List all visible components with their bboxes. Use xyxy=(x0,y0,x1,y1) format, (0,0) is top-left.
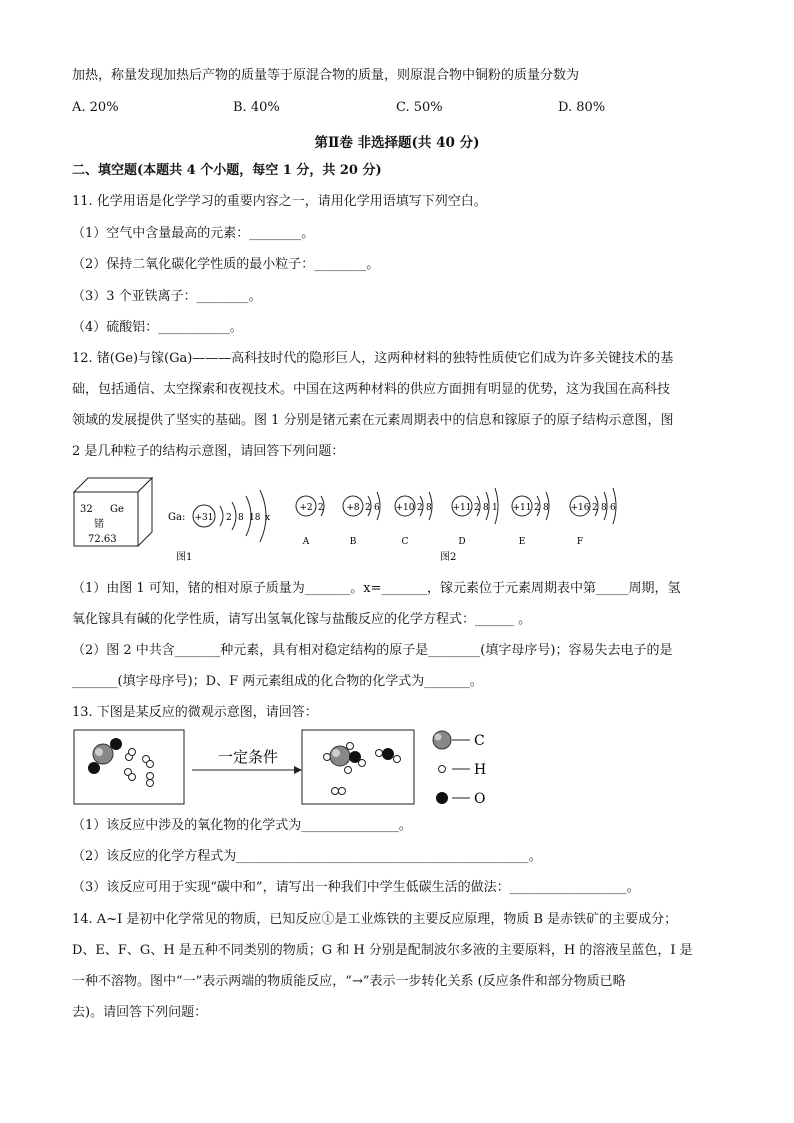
atomic-number: 32 xyxy=(80,504,93,515)
nucleus-charge: +2 xyxy=(299,503,313,513)
shell-electrons: 6 xyxy=(374,503,380,513)
shell-electrons: 8 xyxy=(238,513,244,523)
question-13-2: （2）该反应的化学方程式为_____________________________________________。 xyxy=(72,849,542,864)
particle-a xyxy=(296,496,324,547)
particle-letter: A xyxy=(302,537,310,547)
shell-electrons: 2 xyxy=(226,513,232,523)
option-c: C. 50% xyxy=(396,100,443,115)
question-14-line: 一种不溶物。图中“一”表示两端的物质能反应，“→”表示一步转化关系 (反应条件和部分物质已略 xyxy=(72,974,626,989)
particle-b xyxy=(343,492,380,547)
shell-electrons: 2 xyxy=(365,503,371,513)
condition-label: 一定条件 xyxy=(217,748,279,766)
particle-c xyxy=(395,492,432,547)
question-12-1: 氧化镓具有碱的化学性质，请写出氢氧化镓与盐酸反应的化学方程式：______ 。 xyxy=(72,612,532,627)
nucleus-charge: +11 xyxy=(512,503,532,513)
legend-oxygen xyxy=(436,791,485,807)
element-name: 锗 xyxy=(94,519,104,530)
particle-letter: B xyxy=(349,537,357,547)
nucleus-charge: +10 xyxy=(395,503,415,513)
question-12-1: （1）由图 1 可知，锗的相对原子质量为_______。x=_______，镓元素位于元素周期表中第_____周期，氢 xyxy=(72,581,681,596)
atomic-mass: 72.63 xyxy=(88,534,117,545)
text-line: 加热，称量发现加热后产物的质量等于原混合物的质量，则原混合物中铜粉的质量分数为 xyxy=(72,68,580,83)
shell-electrons: 2 xyxy=(592,503,598,513)
shell-electrons: 8 xyxy=(483,503,489,513)
question-13: 13. 下图是某反应的微观示意图，请回答： xyxy=(72,705,318,720)
part-heading: 二、填空题(本题共 4 个小题，每空 1 分，共 20 分) xyxy=(72,163,382,178)
ga-label: Ga: xyxy=(168,512,186,523)
question-12-2: _______(填字母序号)；D、F 两元素组成的化合物的化学式为_______。 xyxy=(72,674,483,689)
particle-d xyxy=(452,488,498,547)
shell-electrons: 2 xyxy=(534,503,540,513)
particle-letter: D xyxy=(458,537,466,547)
question-12-line: 12. 锗(Ge)与镓(Ga)———高科技时代的隐形巨人，这两种材料的独特性质使它们成为许多关键技术的基 xyxy=(72,351,674,366)
option-a: A. 20% xyxy=(72,100,119,115)
question-13-3: （3）该反应可用于实现“碳中和”，请写出一种我们中学生低碳生活的做法：__________________。 xyxy=(72,880,640,895)
legend-carbon xyxy=(433,731,485,749)
section-title: 第Ⅱ卷 非选择题(共 40 分) xyxy=(314,135,480,151)
question-12-line: 2 是几种粒子的结构示意图，请回答下列问题： xyxy=(72,444,345,459)
shell-electrons: 18 xyxy=(249,513,261,523)
particle-letter: E xyxy=(518,537,526,547)
shell-electrons: 1 xyxy=(492,503,498,513)
option-b: B. 40% xyxy=(233,100,280,115)
reaction-diagram xyxy=(70,726,500,810)
nucleus-charge: +8 xyxy=(346,503,360,513)
legend-hydrogen xyxy=(439,762,487,778)
question-11-1: （1）空气中含量最高的元素：________。 xyxy=(72,226,315,241)
question-13-1: （1）该反应中涉及的氧化物的化学式为_______________。 xyxy=(72,818,412,833)
legend-c-label: C xyxy=(474,733,485,749)
question-12-line: 础，包括通信、太空探索和夜视技术。中国在这两种材料的供应方面拥有明显的优势，这为我国在高科技 xyxy=(72,382,671,397)
nucleus-charge: +11 xyxy=(452,503,472,513)
question-14-line: 去)。请回答下列问题： xyxy=(72,1005,208,1020)
question-14-line: 14. A~I 是初中化学常见的物质，已知反应①是工业炼铁的主要反应原理，物质 B 是赤铁矿的主要成分； xyxy=(72,912,678,927)
particle-letter: C xyxy=(401,537,409,547)
question-14-line: D、E、F、G、H 是五种不同类别的物质；G 和 H 分别是配制波尔多液的主要原料，H 的溶液呈蓝色，I 是 xyxy=(72,943,693,958)
shell-electrons: x xyxy=(265,513,271,523)
product-box xyxy=(302,730,414,804)
particle-letter: F xyxy=(576,537,584,547)
nucleus-charge: +31 xyxy=(194,513,214,523)
figure-1-caption: 图1 xyxy=(176,552,193,563)
legend-h-label: H xyxy=(474,762,487,778)
option-d: D. 80% xyxy=(558,100,606,115)
nucleus-charge: +16 xyxy=(570,503,590,513)
question-11-2: （2）保持二氧化碳化学性质的最小粒子：________。 xyxy=(72,257,380,272)
particle-e xyxy=(512,492,549,547)
shell-electrons: 8 xyxy=(426,503,432,513)
atomic-structure-figure xyxy=(60,470,740,570)
element-symbol: Ge xyxy=(110,504,124,515)
legend-o-label: O xyxy=(474,791,486,807)
shell-electrons: 6 xyxy=(610,503,616,513)
shell-electrons: 2 xyxy=(318,503,324,513)
shell-electrons: 8 xyxy=(601,503,607,513)
question-12-line: 领域的发展提供了坚实的基础。图 1 分别是锗元素在元素周期表中的信息和镓原子的原子结构示意图，图 xyxy=(72,413,674,428)
shell-electrons: 2 xyxy=(474,503,480,513)
question-11-3: （3）3 个亚铁离子：________。 xyxy=(72,289,262,304)
question-12-2: （2）图 2 中共含_______种元素，具有相对稳定结构的原子是________(填字母序号)；容易失去电子的是 xyxy=(72,643,673,658)
figure-2-caption: 图2 xyxy=(440,552,457,563)
question-11-4: （4）硫酸铝：___________。 xyxy=(72,320,243,335)
shell-electrons: 2 xyxy=(417,503,423,513)
question-11: 11. 化学用语是化学学习的重要内容之一，请用化学用语填写下列空白。 xyxy=(72,194,487,209)
shell-electrons: 8 xyxy=(543,503,549,513)
particle-f xyxy=(570,488,616,547)
